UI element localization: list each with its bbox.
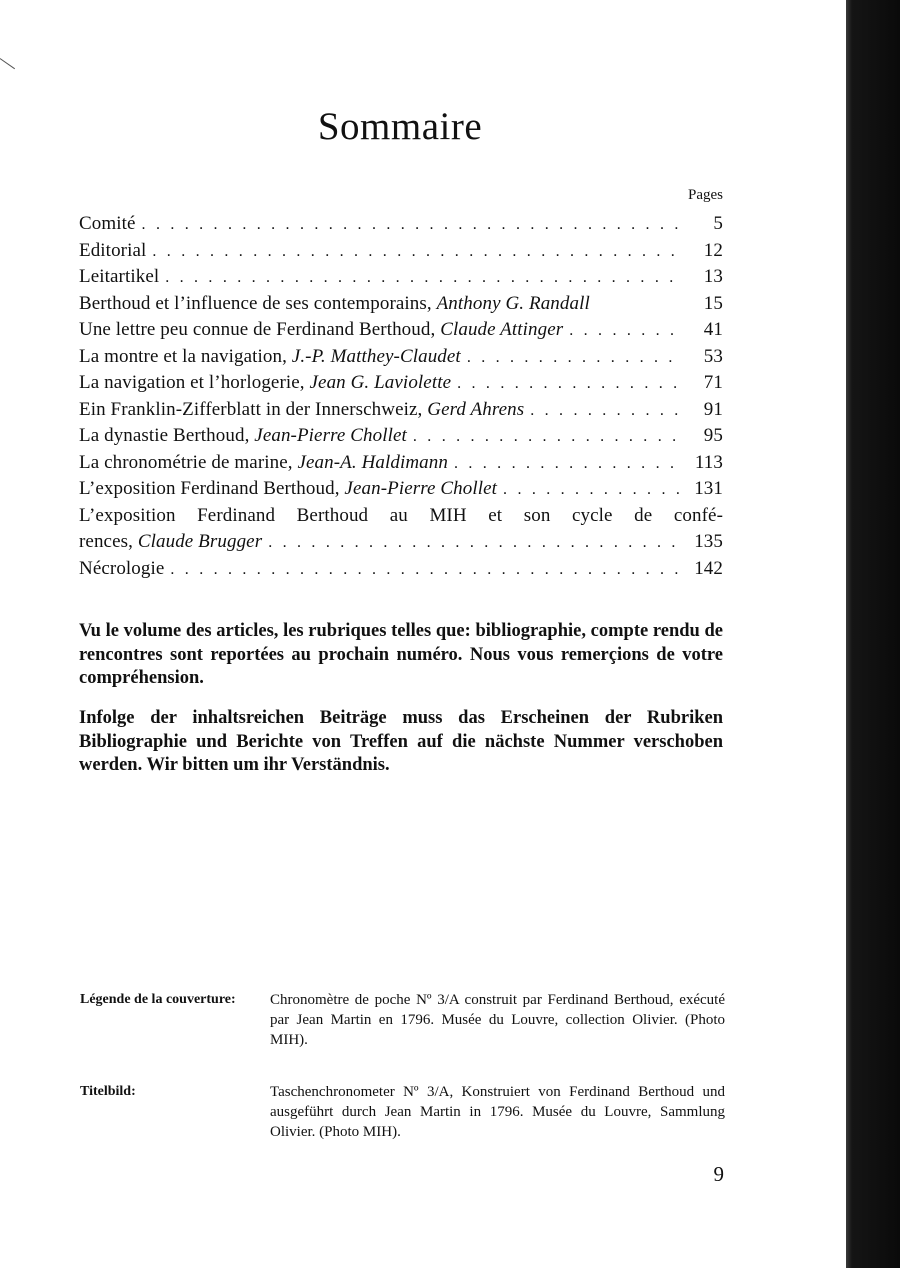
toc-entry: Ein Franklin-Zifferblatt in der Innerschweiz, Gerd Ahrens bbox=[79, 398, 525, 420]
pages-column-label: Pages bbox=[688, 187, 723, 203]
toc-leader-dots bbox=[467, 345, 681, 372]
toc-leader-dots bbox=[268, 530, 681, 557]
toc-entry: Leitartikel bbox=[79, 266, 160, 287]
toc-row bbox=[79, 397, 723, 424]
toc-entry: Comité bbox=[79, 213, 136, 234]
toc-leader-dots bbox=[454, 451, 681, 478]
toc-author: Jean-Pierre Chollet bbox=[344, 478, 498, 499]
toc-leader-dots bbox=[165, 265, 681, 292]
toc-leader-dots bbox=[569, 318, 685, 345]
scan-dark-edge bbox=[846, 0, 900, 1268]
notice-french: Vu le volume des articles, les rubriques telles que: bibliographie, compte rendu de rencontres sont reportées au prochain numéro. Nous vous remerçions de votre compréhension. bbox=[79, 621, 723, 688]
toc-entry: Berthoud et l’influence de ses contemporains, Anthony G. Randall bbox=[79, 292, 590, 314]
toc-author: Jean G. Laviolette bbox=[309, 372, 452, 393]
cover-caption-german bbox=[80, 1082, 725, 1142]
page-number: 9 bbox=[713, 1162, 724, 1186]
toc-author: J.-P. Matthey-Claudet bbox=[291, 345, 461, 367]
toc-row bbox=[79, 264, 723, 291]
toc-entry: La chronométrie de marine, Jean-A. Haldimann bbox=[79, 451, 448, 473]
toc-row bbox=[79, 529, 723, 556]
toc-entry: Editorial bbox=[79, 239, 147, 261]
toc-page-number: 5 bbox=[713, 213, 723, 234]
toc-row bbox=[79, 423, 723, 450]
toc-row bbox=[79, 344, 723, 371]
toc-author: Gerd Ahrens bbox=[427, 398, 525, 420]
toc-leader-dots bbox=[530, 398, 681, 425]
toc-page-number: 53 bbox=[703, 345, 723, 367]
toc-page-number: 142 bbox=[694, 557, 723, 579]
toc-leader-dots bbox=[457, 371, 681, 398]
toc-row bbox=[79, 476, 723, 503]
toc-leader-dots bbox=[152, 239, 681, 266]
caption-label: Légende de la couverture: bbox=[80, 992, 236, 1007]
toc-page-number: 71 bbox=[703, 372, 723, 393]
toc-leader-dots bbox=[413, 424, 681, 451]
toc-leader-dots bbox=[503, 477, 681, 504]
toc-page-number: 12 bbox=[703, 239, 723, 261]
toc-page-number: 131 bbox=[694, 478, 723, 499]
toc-entry-continued: rences, Claude Brugger bbox=[79, 531, 263, 552]
cover-caption-french bbox=[80, 990, 725, 1050]
toc-entry: La montre et la navigation, J.-P. Matthey-Claudet bbox=[79, 345, 461, 367]
toc-row bbox=[79, 450, 723, 477]
toc-row bbox=[79, 556, 723, 583]
toc-author: Jean-A. Haldimann bbox=[297, 451, 448, 473]
toc-entry: La navigation et l’horlogerie, Jean G. Laviolette bbox=[79, 372, 452, 393]
toc-row bbox=[79, 211, 723, 238]
toc-page-number: 95 bbox=[703, 425, 723, 446]
toc-author: Anthony G. Randall bbox=[436, 292, 590, 314]
page-title: Sommaire bbox=[317, 105, 483, 148]
toc-author: Claude Attinger bbox=[440, 319, 564, 340]
toc-row bbox=[79, 317, 723, 344]
caption-label: Titelbild: bbox=[80, 1084, 136, 1099]
toc-row bbox=[79, 291, 723, 318]
toc-row bbox=[79, 238, 723, 265]
caption-text: Chronomètre de poche Nº 3/A construit par Ferdinand Berthoud, exécuté par Jean Martin en 1796. Musée du Louvre, collection Olivier. (Photo MIH). bbox=[270, 992, 725, 1048]
toc-leader-dots bbox=[142, 212, 681, 239]
notice-german: Infolge der inhaltsreichen Beiträge muss das Erscheinen der Rubriken Bibliographie und Berichte von Treffen auf die nächste Nummer verschoben werden. Wir bitten um ihr Verständnis. bbox=[79, 708, 723, 775]
toc-page-number: 135 bbox=[694, 531, 723, 552]
toc-page-number: 13 bbox=[703, 266, 723, 287]
toc-entry: Nécrologie bbox=[79, 557, 165, 579]
toc-row bbox=[79, 370, 723, 397]
scan-corner-mark bbox=[0, 58, 15, 69]
toc-leader-dots bbox=[170, 557, 681, 584]
table-of-contents bbox=[79, 211, 723, 582]
toc-author: Claude Brugger bbox=[137, 531, 263, 552]
toc-author: Jean-Pierre Chollet bbox=[254, 425, 407, 446]
caption-text: Taschenchronometer Nº 3/A, Konstruiert von Ferdinand Berthoud und ausgeführt durch Jean Martin in 1796. Musée du Louvre, Sammlung Olivier. (Photo MIH). bbox=[270, 1084, 725, 1140]
toc-entry: La dynastie Berthoud, Jean-Pierre Chollet bbox=[79, 425, 407, 446]
toc-entry: L’exposition Ferdinand Berthoud au MIH et son cycle de confé- bbox=[79, 504, 723, 526]
toc-page-number: 113 bbox=[694, 451, 723, 473]
toc-page-number: 91 bbox=[703, 398, 723, 420]
toc-row-wrapped-line bbox=[79, 503, 723, 530]
toc-page-number: 41 bbox=[703, 319, 723, 340]
toc-entry: L’exposition Ferdinand Berthoud, Jean-Pierre Chollet bbox=[79, 478, 498, 499]
toc-entry: Une lettre peu connue de Ferdinand Berthoud, Claude Attinger bbox=[79, 319, 564, 340]
toc-page-number: 15 bbox=[703, 292, 723, 314]
